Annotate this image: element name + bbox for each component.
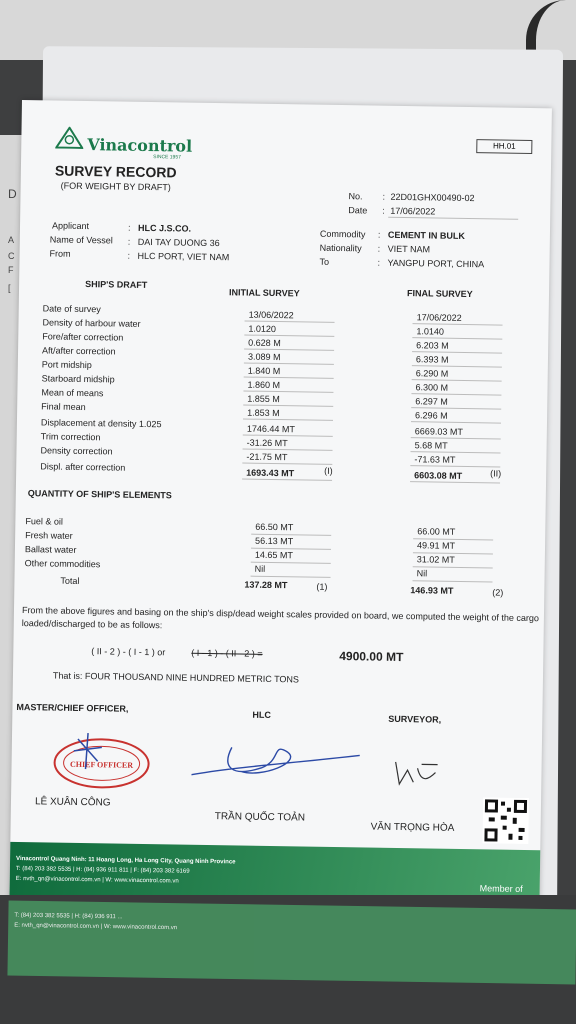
draft-row-final: 6.300 M — [415, 382, 449, 393]
draft-row-initial: -31.26 MT — [246, 437, 288, 449]
element-row-initial: 56.13 MT — [255, 535, 294, 547]
total-label: Total — [60, 575, 80, 586]
draft-row-final: 1.0140 — [416, 326, 445, 337]
footer-office: Vinacontrol Quang Ninh: 11 Hoang Long, Ha Long City, Quang Ninh Province — [16, 856, 236, 866]
formula-part-a: ( II - 2 ) - ( I - 1 ) or — [91, 646, 166, 658]
side-sheet: D A C F [ — [0, 135, 30, 895]
draft-row-final: 6603.08 MT — [414, 470, 463, 481]
master-signature — [67, 731, 108, 772]
draft-row-final: 6.203 M — [416, 340, 449, 351]
nationality-value: VIET NAM — [387, 243, 431, 255]
since-label: SINCE 1957 — [153, 154, 181, 161]
footer-member-line1: Member of — [479, 883, 523, 894]
draft-row-label: Density of harbour water — [42, 317, 141, 329]
stub-phones: T: (84) 203 382 5535 | H: (84) 936 911 ... — [14, 912, 123, 921]
initial-mark: (I) — [324, 465, 333, 476]
draft-row-label: Final mean — [41, 401, 86, 413]
nationality-label: Nationality — [319, 242, 362, 254]
date-label: Date — [348, 205, 368, 216]
from-label: From — [49, 248, 71, 259]
draft-row-label: Trim correction — [40, 431, 101, 443]
draft-row-final: 6669.03 MT — [414, 426, 463, 437]
master-name: LÊ XUÂN CÔNG — [34, 796, 111, 809]
draft-row-initial: 1746.44 MT — [246, 423, 295, 435]
draft-row-label: Port midship — [41, 359, 92, 371]
draft-row-label: Displ. after correction — [40, 461, 126, 473]
draft-row-final: 6.297 M — [415, 396, 448, 407]
no-label: No. — [348, 191, 363, 202]
surveyor-label: SURVEYOR, — [388, 713, 442, 725]
vinacontrol-logo-icon — [55, 127, 83, 149]
applicant-value: HLC J.S.CO. — [137, 222, 192, 234]
draft-row-final: 6.393 M — [415, 354, 449, 365]
surveyor-signature — [391, 758, 441, 789]
hlc-signature — [191, 727, 362, 790]
stamp-text: CHIEF OFFICER — [69, 759, 134, 770]
footer-email: E: nvth_qn@vinacontrol.com.vn | W: www.vinacontrol.com.vn — [15, 875, 179, 885]
draft-row-final: 5.68 MT — [414, 440, 448, 451]
cargo-weight-result: 4900.00 MT — [339, 649, 404, 665]
draft-row-initial: 1.0120 — [248, 323, 277, 335]
element-row-initial: 14.65 MT — [254, 549, 293, 561]
element-row-final: 31.02 MT — [416, 554, 455, 565]
form-code: HH.01 — [476, 139, 532, 154]
draft-row-label: Starboard midship — [41, 373, 115, 385]
element-row-label: Ballast water — [24, 544, 77, 555]
survey-record-document: Vinacontrol SINCE 1957 HH.01 SURVEY RECORD (FOR WEIGHT BY DRAFT) No. : 22D01GHX00490-02 Date : 17/06/2022 Applicant : HLC J.S.CO. Name of Vessel : DAI TAY DUONG 36 From : HLC PORT, VIET NAM Commodity : CEMENT IN BULK Nationality : VIET NAM To : YANGPU PORT, CHINA SHIP'S DRAFT INITIAL SURVEY FINAL SURVEY Date of survey 13/06/2022 17/06/2022 Density of harbour water 1.0120 1.0140 Fore/after correction 0.628 M 6.203 M Aft/after correction 3.089 M 6.393 M Port midship 1.840 M 6.290 M Starboard midship 1.860 M 6.300 M Mean of means 1.855 M 6.297 M Final mean 1.853 M 6.296 M Displacement at density 1.025 1746.44 MT 6669.03 MT Trim correction -31.26 MT 5.68 MT Density correction -21.75 MT -71.63 MT Displ. after correction 1693.43 MT 6603.08 MT (I) (II) QUANTITY OF SHIP'S ELEMENTS Fuel & oil 66.50 MT 66.00 MT Fresh water 56.13 MT 49.91 MT Ballast water 14.65 MT 31.02 MT Other commodities Nil Nil Total 137.28 MT (1) 146.93 MT (2) From the above figures and basing on the ship's disp/dead weight scales provided on board, we computed the weight of the cargo loaded/discharged to be as follows: ( II - 2 ) - ( I - 1 ) or ( I - 1 ) - ( II - 2 ) = 4900.00 MT That is: FOUR THOUSAND NINE HUNDRED METRIC TONS MASTER/CHIEF OFFICER, HLC SURVEYOR, CHIEF OFFICER LÊ XUÂN CÔNG TRẦN QUỐC TOẢN VĂN TRỌNG HÒA Vinacontrol Quang Ninh: 11 Hoang Long, Ha Long City, Quang Ninh Province T: (84) 203 382 5535 | H: (84) 936 911 811 | F: (84) 203 382 6169 E: nvth_qn@vinacontrol.com.vn | W: www.vinacontrol.com.vn Member of — [9, 100, 552, 928]
element-row-label: Fuel & oil — [25, 516, 63, 527]
formula-part-b: ( I - 1 ) - ( II - 2 ) = — [191, 647, 263, 659]
total-final: 146.93 MT — [410, 585, 454, 596]
computation-text: From the above figures and basing on the ship's disp/dead weight scales provided on board, we computed the weight of the cargo loaded/discharged to be as follows: — [21, 605, 540, 631]
to-value: YANGPU PORT, CHINA — [387, 257, 485, 270]
draft-row-initial: -21.75 MT — [246, 451, 288, 463]
total-initial-mark: (1) — [316, 581, 328, 592]
draft-row-initial: 1.860 M — [247, 379, 281, 391]
commodity-label: Commodity — [319, 228, 366, 240]
record-number: 22D01GHX00490-02 — [390, 191, 475, 204]
commodity-value: CEMENT IN BULK — [387, 229, 465, 241]
draft-row-initial: 3.089 M — [247, 351, 281, 363]
master-label: MASTER/CHIEF OFFICER, — [16, 701, 129, 714]
element-row-label: Fresh water — [25, 530, 73, 541]
element-row-final: 66.00 MT — [417, 526, 456, 537]
draft-row-label: Mean of means — [41, 387, 104, 399]
to-label: To — [319, 256, 330, 267]
initial-survey-heading: INITIAL SURVEY — [228, 287, 300, 299]
final-survey-heading: FINAL SURVEY — [406, 288, 473, 300]
draft-row-initial: 1.855 M — [247, 393, 280, 405]
element-row-final: 49.91 MT — [416, 540, 456, 551]
footer-stub — [7, 901, 576, 985]
document-subtitle: (FOR WEIGHT BY DRAFT) — [60, 180, 171, 193]
from-value: HLC PORT, VIET NAM — [137, 250, 230, 263]
draft-row-label: Density correction — [40, 445, 113, 457]
footer-phones: T: (84) 203 382 5535 | H: (84) 936 911 811 | F: (84) 203 382 6169 — [15, 865, 190, 875]
vessel-value: DAI TAY DUONG 36 — [137, 236, 220, 249]
draft-row-final: -71.63 MT — [414, 454, 456, 465]
vessel-label: Name of Vessel — [49, 234, 113, 246]
draft-row-initial: 1.853 M — [247, 407, 280, 419]
amount-in-words: That is: FOUR THOUSAND NINE HUNDRED METRIC TONS — [52, 670, 300, 685]
element-row-initial: 66.50 MT — [255, 521, 294, 533]
surveyor-name: VĂN TRỌNG HÒA — [370, 821, 455, 834]
record-date: 17/06/2022 — [390, 205, 436, 217]
company-name: Vinacontrol — [87, 135, 193, 156]
draft-row-initial: 1693.43 MT — [246, 467, 295, 479]
draft-row-final: 17/06/2022 — [416, 312, 462, 323]
draft-row-initial: 13/06/2022 — [248, 309, 294, 321]
hlc-name: TRẦN QUỐC TOẢN — [214, 811, 306, 824]
applicant-label: Applicant — [51, 220, 90, 232]
draft-row-initial: 0.628 M — [248, 337, 281, 349]
final-mark: (II) — [490, 468, 502, 479]
draft-row-label: Date of survey — [42, 303, 101, 315]
element-row-initial: Nil — [254, 563, 266, 574]
draft-row-label: Aft/after correction — [41, 345, 116, 357]
ships-draft-heading: SHIP'S DRAFT — [85, 279, 148, 290]
qr-code-icon — [482, 797, 529, 844]
draft-row-label: Displacement at density 1.025 — [40, 417, 162, 430]
total-final-mark: (2) — [492, 587, 504, 598]
draft-row-initial: 1.840 M — [247, 365, 281, 377]
document-title: SURVEY RECORD — [54, 162, 177, 181]
draft-row-label: Fore/after correction — [42, 331, 124, 343]
total-initial: 137.28 MT — [244, 579, 288, 591]
draft-row-final: 6.296 M — [415, 410, 448, 421]
hlc-label: HLC — [252, 709, 271, 720]
draft-row-final: 6.290 M — [415, 368, 449, 379]
element-row-label: Other commodities — [24, 558, 101, 570]
element-row-final: Nil — [416, 568, 428, 579]
stub-email: E: nvth_qn@vinacontrol.com.vn | W: www.vinacontrol.com.vn — [14, 922, 178, 932]
elements-heading: QUANTITY OF SHIP'S ELEMENTS — [27, 488, 172, 501]
